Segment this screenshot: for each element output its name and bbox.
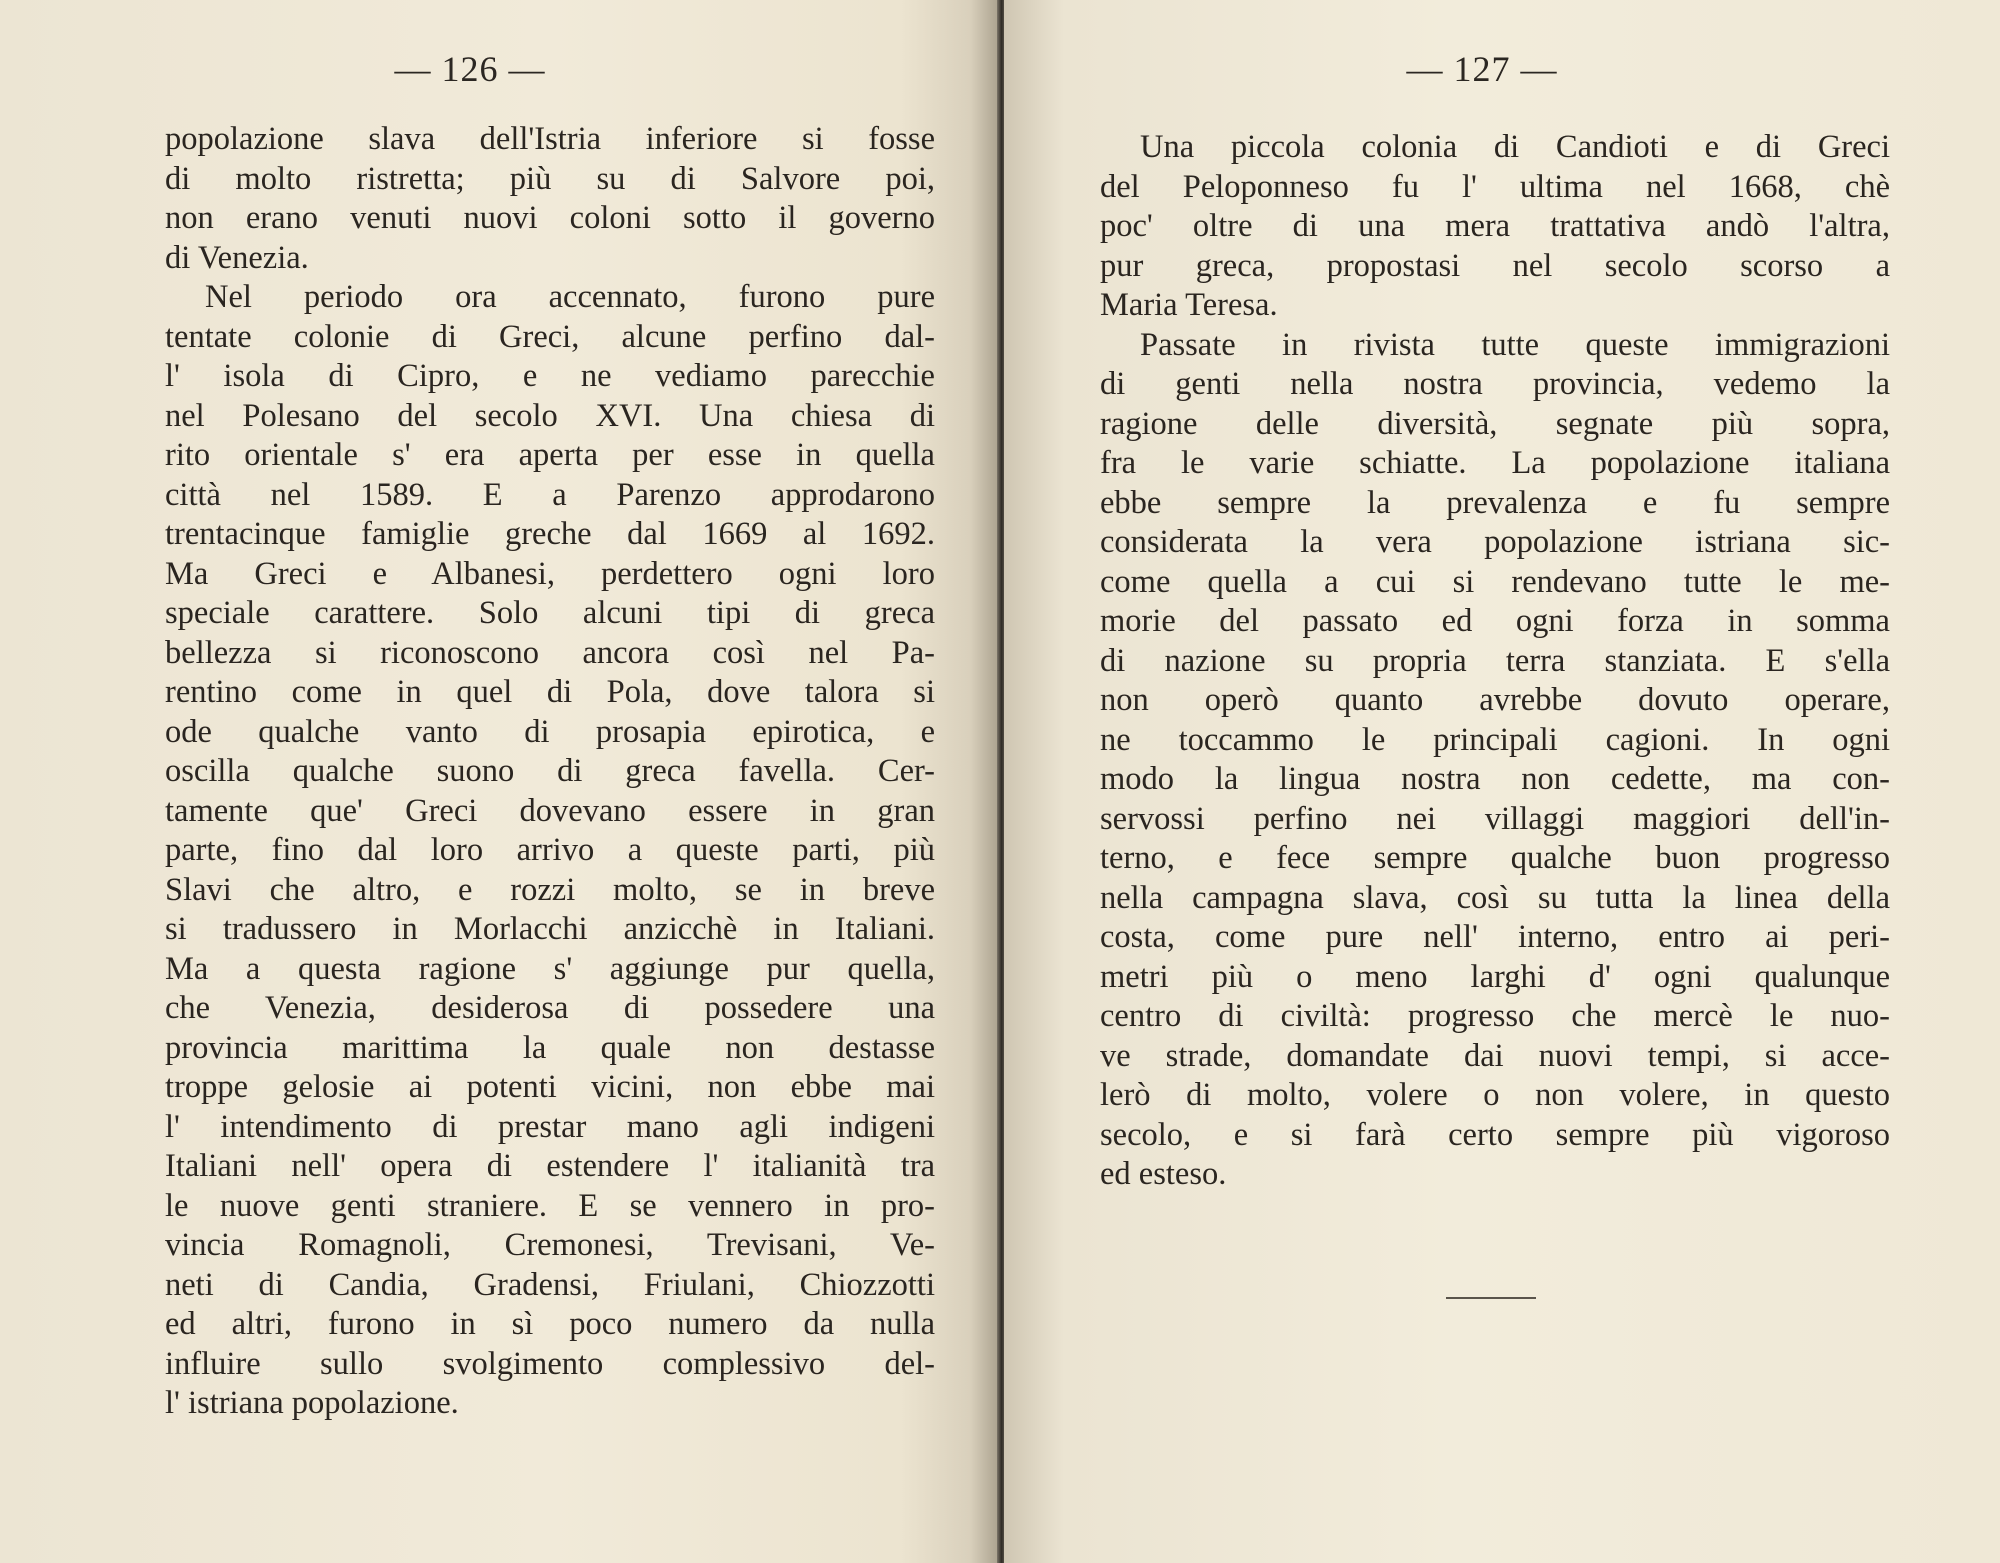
text-line: vincia Romagnoli, Cremonesi, Trevisani, Ve- <box>165 1227 935 1263</box>
text-line: ed altri, furono in sì poco numero da nulla <box>165 1306 935 1342</box>
text-line: fra le varie schiatte. La popolazione italiana <box>1100 445 1890 481</box>
text-line: Nel periodo ora accennato, furono pure <box>205 279 935 315</box>
text-line: ve strade, domandate dai nuovi tempi, si acce- <box>1100 1037 1890 1074</box>
text-line: provincia marittima la quale non destasse <box>165 1029 935 1066</box>
text-line: Italiani nell' opera di estendere l' italianità tra <box>165 1148 935 1184</box>
text-line: modo la lingua nostra non cedette, ma con- <box>1100 761 1890 797</box>
end-of-chapter-rule <box>1446 1297 1536 1299</box>
text-line: ed esteso. <box>1100 1156 1227 1192</box>
text-line: di Venezia. <box>165 239 309 276</box>
text-line: nel Polesano del secolo XVI. Una chiesa di <box>165 397 935 434</box>
text-line: influire sullo svolgimento complessivo del- <box>165 1345 935 1382</box>
text-line: lerò di molto, volere o non volere, in questo <box>1100 1077 1890 1113</box>
text-line: centro di civiltà: progresso che mercè le nuo- <box>1100 998 1890 1034</box>
text-line: di molto ristretta; più su di Salvore poi, <box>165 160 935 197</box>
text-line: ode qualche vanto di prosapia epirotica, e <box>165 713 935 750</box>
text-line: nella campagna slava, così su tutta la linea della <box>1100 879 1890 916</box>
text-line: popolazione slava dell'Istria inferiore si fosse <box>165 121 935 157</box>
page-number-127: — 127 — <box>1406 49 1558 89</box>
text-line: ragione delle diversità, segnate più sopra, <box>1100 405 1890 442</box>
text-line: servossi perfino nei villaggi maggiori dell'in- <box>1100 800 1890 837</box>
text-line: terno, e fece sempre qualche buon progresso <box>1100 840 1890 876</box>
right-page <box>1004 0 2000 1563</box>
text-line: considerata la vera popolazione istriana sic- <box>1100 524 1890 560</box>
text-line: parte, fino dal loro arrivo a queste parti, più <box>165 832 935 868</box>
text-line: si tradussero in Morlacchi anzicchè in Italiani. <box>165 911 935 947</box>
text-line: del Peloponneso fu l' ultima nel 1668, chè <box>1100 168 1890 205</box>
text-line: ebbe sempre la prevalenza e fu sempre <box>1100 484 1890 521</box>
text-line: non operò quanto avrebbe dovuto operare, <box>1100 682 1890 718</box>
text-line: l' istriana popolazione. <box>165 1385 459 1421</box>
text-line: bellezza si riconoscono ancora così nel Pa- <box>165 634 935 671</box>
text-line: di genti nella nostra provincia, vedemo la <box>1100 366 1890 402</box>
text-line: tamente que' Greci dovevano essere in gran <box>165 792 935 829</box>
left-page-text <box>165 120 935 1424</box>
text-line: troppe gelosie ai potenti vicini, non ebbe mai <box>165 1069 935 1105</box>
text-line: metri più o meno larghi d' ogni qualunque <box>1100 958 1890 995</box>
text-line: tentate colonie di Greci, alcune perfino dal- <box>165 318 935 355</box>
text-line: pur greca, propostasi nel secolo scorso a <box>1100 247 1890 284</box>
text-line: morie del passato ed ogni forza in somma <box>1100 603 1890 639</box>
text-line: trentacinque famiglie greche dal 1669 al 1692. <box>165 516 935 552</box>
text-line: secolo, e si farà certo sempre più vigoroso <box>1100 1116 1890 1153</box>
text-line: l' isola di Cipro, e ne vediamo parecchie <box>165 358 935 394</box>
text-line: Ma a questa ragione s' aggiunge pur quella, <box>165 950 935 987</box>
text-line: le nuove genti straniere. E se vennero in pro- <box>165 1187 935 1224</box>
text-line: poc' oltre di una mera trattativa andò l'altra, <box>1100 208 1890 244</box>
text-line: città nel 1589. E a Parenzo approdarono <box>165 476 935 513</box>
text-line: rentino come in quel di Pola, dove talora si <box>165 674 935 710</box>
text-line: Ma Greci e Albanesi, perdettero ogni loro <box>165 555 935 592</box>
text-line: Passate in rivista tutte queste immigrazioni <box>1140 326 1890 363</box>
text-line: oscilla qualche suono di greca favella. Cer- <box>165 753 935 789</box>
text-line: come quella a cui si rendevano tutte le me- <box>1100 563 1890 600</box>
text-line: ne toccammo le principali cagioni. In ogni <box>1100 721 1890 758</box>
text-line: costa, come pure nell' interno, entro ai peri- <box>1100 919 1890 955</box>
text-line: neti di Candia, Gradensi, Friulani, Chiozzotti <box>165 1266 935 1303</box>
text-line: rito orientale s' era aperta per esse in quella <box>165 437 935 473</box>
text-line: Slavi che altro, e rozzi molto, se in breve <box>165 871 935 908</box>
page-number-126: — 126 — <box>394 49 546 89</box>
text-line: l' intendimento di prestar mano agli indigeni <box>165 1108 935 1145</box>
right-page-text <box>1100 128 1890 1195</box>
text-line: speciale carattere. Solo alcuni tipi di greca <box>165 595 935 631</box>
text-line: che Venezia, desiderosa di possedere una <box>165 990 935 1026</box>
text-line: non erano venuti nuovi coloni sotto il governo <box>165 200 935 236</box>
text-line: Una piccola colonia di Candioti e di Greci <box>1140 129 1890 165</box>
text-line: Maria Teresa. <box>1100 287 1278 323</box>
text-line: di nazione su propria terra stanziata. E s'ella <box>1100 642 1890 679</box>
